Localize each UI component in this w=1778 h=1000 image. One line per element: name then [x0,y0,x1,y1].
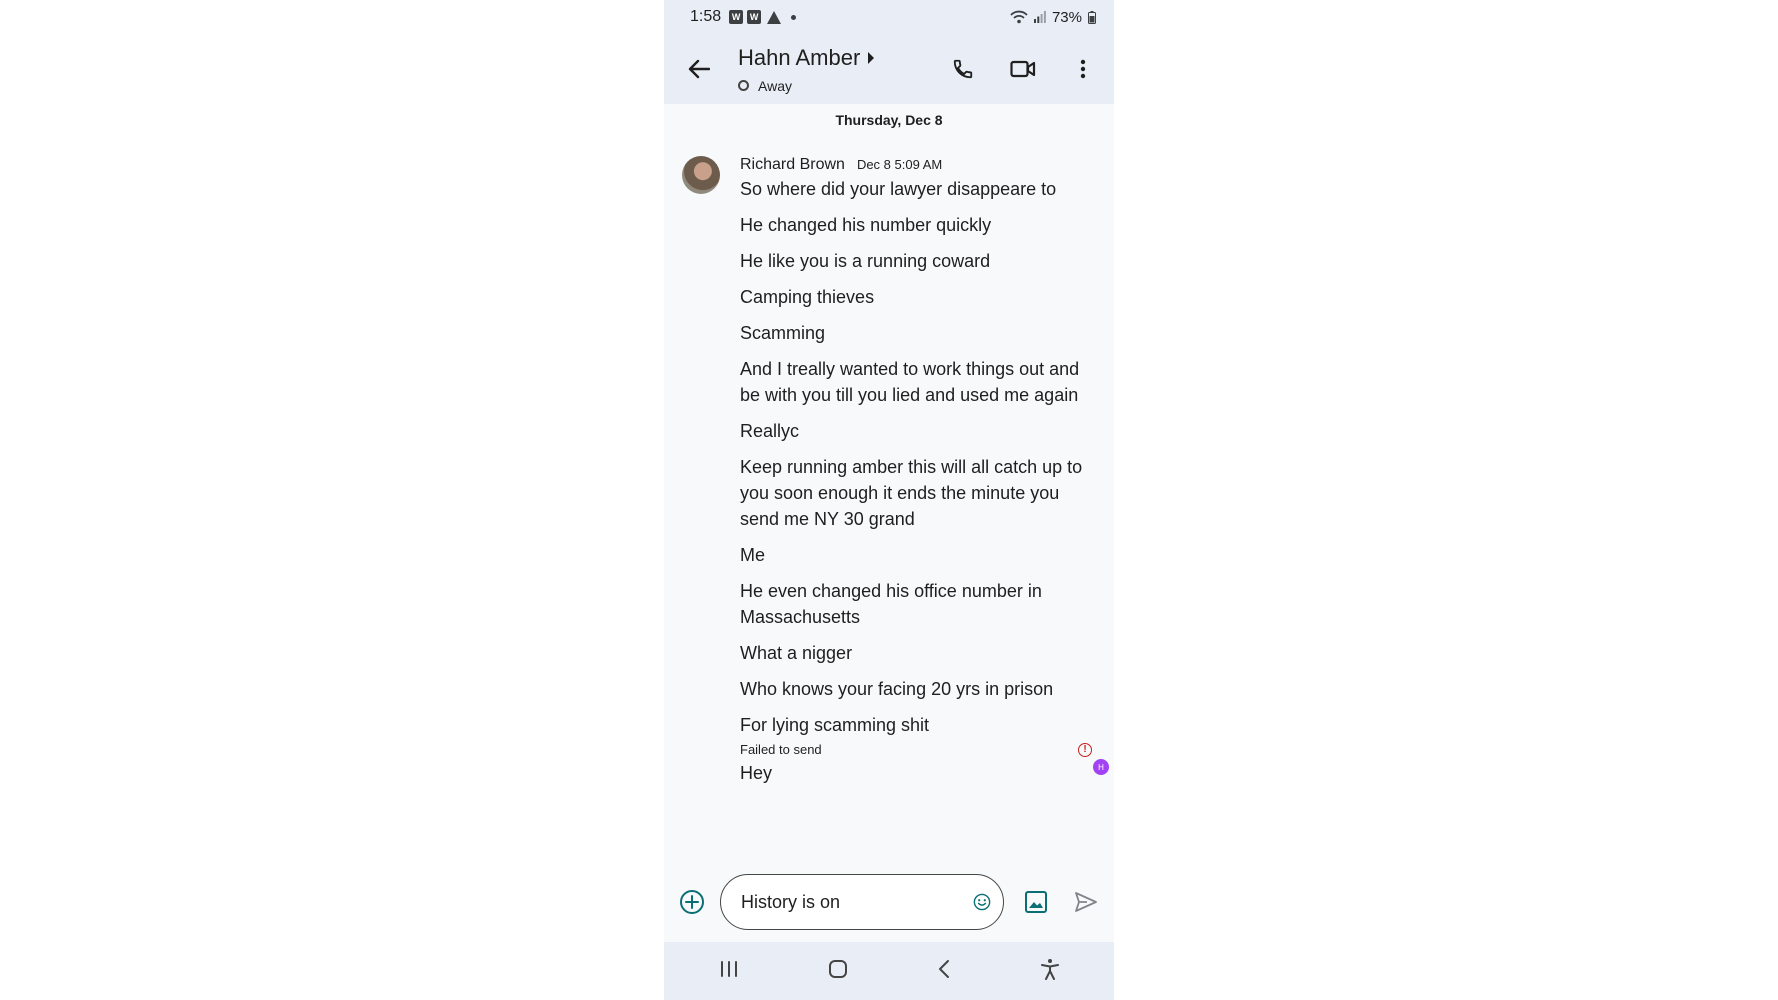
back-button[interactable] [682,52,716,86]
contact-details-button[interactable] [738,45,946,94]
system-nav-bar [664,942,1114,1000]
notification-w-icon: W [729,10,743,24]
status-time: 1:58 [690,8,722,25]
message-text[interactable]: He changed his number quickly [740,215,992,235]
add-attachment-button[interactable] [678,888,706,916]
home-button[interactable] [828,959,848,984]
system-back-button[interactable] [937,959,951,984]
caret-right-icon [868,52,874,64]
message-text[interactable]: For lying scamming shit [740,715,930,735]
phone-screen [664,0,1114,1000]
more-notifications-dot-icon [791,15,796,20]
message-group [664,156,1114,786]
battery-percent: 73% [1051,8,1082,26]
status-bar [664,0,1114,34]
emoji-icon[interactable] [973,889,991,915]
video-call-button[interactable] [1006,52,1040,86]
message-text[interactable]: Who knows your facing 20 yrs in prison [740,679,1054,699]
battery-icon [1088,11,1096,24]
message-text[interactable]: Keep running amber this will all catch up to you soon enough it ends the minute you send me NY 30 grand [740,457,1083,529]
gallery-button[interactable] [1022,888,1050,916]
recent-apps-icon [719,960,739,978]
failed-to-send-label: Failed to send [740,742,822,757]
message-text[interactable]: Me [740,545,766,565]
message-input[interactable] [741,892,973,913]
message-text[interactable]: So where did your lawyer disappeare to [740,179,1057,199]
phone-icon [952,58,974,80]
error-icon[interactable]: ! [1078,743,1092,757]
presence-status: Away [758,77,792,94]
contact-name: Hahn Amber [738,44,861,70]
message-text[interactable]: Scamming [740,323,826,343]
voice-call-button[interactable] [946,52,980,86]
failed-message-text[interactable]: Hey [740,763,773,783]
notification-w-icon: W [747,10,761,24]
date-separator: Thursday, Dec 8 [835,112,943,128]
chevron-left-icon [937,959,951,979]
add-circle-icon [679,889,705,915]
accessibility-icon [1040,958,1060,980]
send-button[interactable] [1072,888,1100,916]
back-arrow-icon [688,59,710,79]
message-text[interactable]: Reallyc [740,421,800,441]
presence-ring-icon [738,80,749,91]
image-icon [1024,890,1048,914]
warning-icon [767,11,781,24]
accessibility-button[interactable] [1040,958,1060,985]
message-text[interactable]: Camping thieves [740,287,875,307]
message-text[interactable]: He like you is a running coward [740,251,991,271]
compose-bar [664,872,1114,932]
conversation-header [664,34,1114,104]
recent-apps-button[interactable] [719,960,739,983]
sender-name: Richard Brown [740,156,845,173]
send-icon [1074,891,1098,913]
message-timestamp: Dec 8 5:09 AM [856,157,943,172]
more-options-button[interactable] [1066,52,1100,86]
message-text[interactable]: And I treally wanted to work things out and be with you till you lied and used me again [740,359,1080,405]
video-call-icon [1010,59,1036,79]
home-icon [828,959,848,979]
signal-icon [1034,11,1046,23]
more-vert-icon [1080,59,1086,79]
wifi-icon [1010,10,1028,24]
message-text[interactable]: He even changed his office number in Massachusetts [740,581,1042,627]
read-receipt-avatar: H [1093,759,1109,775]
compose-field[interactable] [720,874,1004,930]
avatar[interactable] [682,156,720,194]
message-text[interactable]: What a nigger [740,643,853,663]
